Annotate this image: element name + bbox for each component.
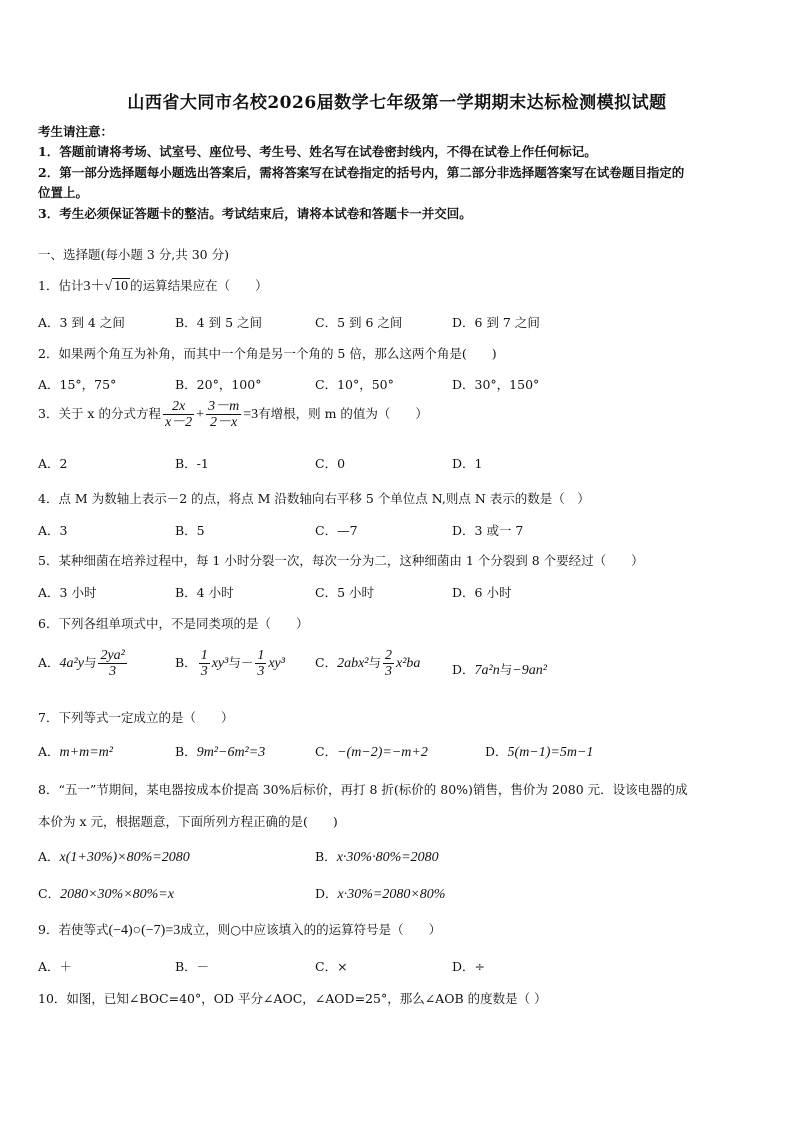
q7-option-d: D．5(m−1)=5m−1 xyxy=(485,744,594,760)
notice-item: 3．考生必须保证答题卡的整洁。考试结束后，请将本试卷和答题卡一并交回。 xyxy=(38,206,472,221)
question-5: 5．某种细菌在培养过程中，每 1 小时分裂一次，每次一分为二，这种细菌由 1 个分裂到 8 个要经过（ ） xyxy=(38,553,644,568)
sqrt-symbol: √ xyxy=(104,279,113,294)
question-8-line-1: 8．“五一”节期间，某电器按成本价提高 30%后标价，再打 8 折(标价的 80%)销售，售价为 2080 元．设该电器的成 xyxy=(38,782,688,797)
question-1 xyxy=(38,275,268,295)
q6-option-b: B． $\frac{1}{3}$ xy³与－ $\frac{1}{3}$ xy³ xyxy=(175,648,285,679)
q3-pre: 3．关于 x 的分式方程 xyxy=(38,406,161,421)
q3-post: 有增根，则 m 的值为（ ） xyxy=(258,406,428,421)
q8-option-c: C．2080×30%×80%=x xyxy=(38,886,174,902)
q3-option-d: D．1 xyxy=(452,456,483,471)
q2-option-c: C．10°，50° xyxy=(315,377,394,392)
q3-fraction-1: $\frac{2x}{x-2}$ xyxy=(164,399,193,430)
section-heading: 一、选择题(每小题 3 分,共 30 分) xyxy=(38,247,229,262)
notice-item: 2．第一部分选择题每小题选出答案后，需将答案写在试卷指定的括号内，第二部分非选择题答案写在试卷题目指定的 xyxy=(38,165,685,180)
q8-option-a: A．x(1+30%)×80%=2080 xyxy=(38,849,190,865)
q6-a-fraction: $\frac{\text{2ya²}}{3}$ xyxy=(100,648,125,679)
q7-option-b: B．9m²−6m²=3 xyxy=(175,744,266,760)
q1-expr: 3＋ xyxy=(83,279,105,294)
q3-option-c: C．0 xyxy=(315,456,346,471)
notice-item: 1．答题前请将考场、试室号、座位号、考生号、姓名写在试卷密封线内，不得在试卷上作任何标记。 xyxy=(38,144,597,159)
q5-option-c: C．5 小时 xyxy=(315,585,374,600)
question-6: 6．下列各组单项式中，不是同类项的是（ ） xyxy=(38,616,309,631)
q9-option-b: B．－ xyxy=(175,959,210,974)
q3-equals: =3 xyxy=(243,407,259,422)
q1-option-b: B．4 到 5 之间 xyxy=(175,315,263,330)
q6-b-fraction-1: $\frac{1}{3}$ xyxy=(200,648,208,679)
notice-item: 位置上。 xyxy=(38,185,89,200)
q3-plus: + xyxy=(196,407,205,422)
q1-option-c: C．5 到 6 之间 xyxy=(315,315,403,330)
page-title: 山西省大同市名校2026届数学七年级第一学期期末达标检测模拟试题 xyxy=(127,93,667,113)
q1-post: 的运算结果应在（ ） xyxy=(130,278,268,293)
question-7: 7．下列等式一定成立的是（ ） xyxy=(38,710,234,725)
q6-option-a: A．4a²y与 $\frac{\text{2ya²}}{3}$ xyxy=(38,648,125,679)
question-9: 9．若使等式(−4)○(−7)=3成立，则○中应该填入的的运算符号是（ ） xyxy=(38,922,442,938)
question-3 xyxy=(38,399,428,430)
q6-c-fraction: $\frac{2}{3}$ xyxy=(385,648,393,679)
q2-option-a: A．15°，75° xyxy=(38,377,117,392)
q9-expr: (−4)○(−7)=3 xyxy=(108,923,181,938)
question-4: 4．点 M 为数轴上表示－2 的点，将点 M 沿数轴向右平移 5 个单位点 N,则点 N 表示的数是（ ） xyxy=(38,491,590,506)
q9-option-d: D．÷ xyxy=(452,959,485,974)
q8-option-b: B．x·30%·80%=2080 xyxy=(315,849,439,865)
q1-option-d: D．6 到 7 之间 xyxy=(452,315,540,330)
q6-option-d: D．7a²n与−9an² xyxy=(452,662,547,678)
q6-b-fraction-2: $\frac{1}{3}$ xyxy=(257,648,265,679)
q1-radicand: 10 xyxy=(114,279,129,294)
q4-option-d: D．3 或一 7 xyxy=(452,523,524,538)
q3-option-a: A．2 xyxy=(38,456,68,471)
q1-option-a: A．3 到 4 之间 xyxy=(38,315,125,330)
q4-option-c: C．—7 xyxy=(315,523,358,538)
q9-option-c: C．× xyxy=(315,959,348,974)
question-10: 10．如图，已知∠BOC=40°，OD 平分∠AOC，∠AOD=25°，那么∠AOB 的度数是（ ） xyxy=(38,991,547,1006)
q4-option-a: A．3 xyxy=(38,523,68,538)
q5-option-a: A．3 小时 xyxy=(38,585,97,600)
q7-option-c: C．−(m−2)=−m+2 xyxy=(315,744,428,760)
q6-option-c: C．2abx²与 $\frac{2}{3}$ x²ba xyxy=(315,648,421,679)
question-2: 2．如果两个角互为补角，而其中一个角是另一个角的 5 倍，那么这两个角是( ) xyxy=(38,346,497,361)
q2-option-b: B．20°，100° xyxy=(175,377,262,392)
q7-option-a: A．m+m=m² xyxy=(38,744,113,760)
question-8-line-2: 本价为 x 元，根据题意，下面所列方程正确的是( ) xyxy=(38,814,338,829)
q5-option-d: D．6 小时 xyxy=(452,585,512,600)
q1-pre: 1．估计 xyxy=(38,278,84,293)
q4-option-b: B．5 xyxy=(175,523,205,538)
q3-fraction-2: $\frac{3-m}{2-x}$ xyxy=(208,399,240,430)
q5-option-b: B．4 小时 xyxy=(175,585,234,600)
q3-option-b: B．-1 xyxy=(175,456,209,471)
notice-heading: 考生请注意： xyxy=(38,124,114,139)
q8-option-d: D．x·30%=2080×80% xyxy=(315,886,446,902)
q9-option-a: A．＋ xyxy=(38,959,73,974)
q2-option-d: D．30°，150° xyxy=(452,377,540,392)
